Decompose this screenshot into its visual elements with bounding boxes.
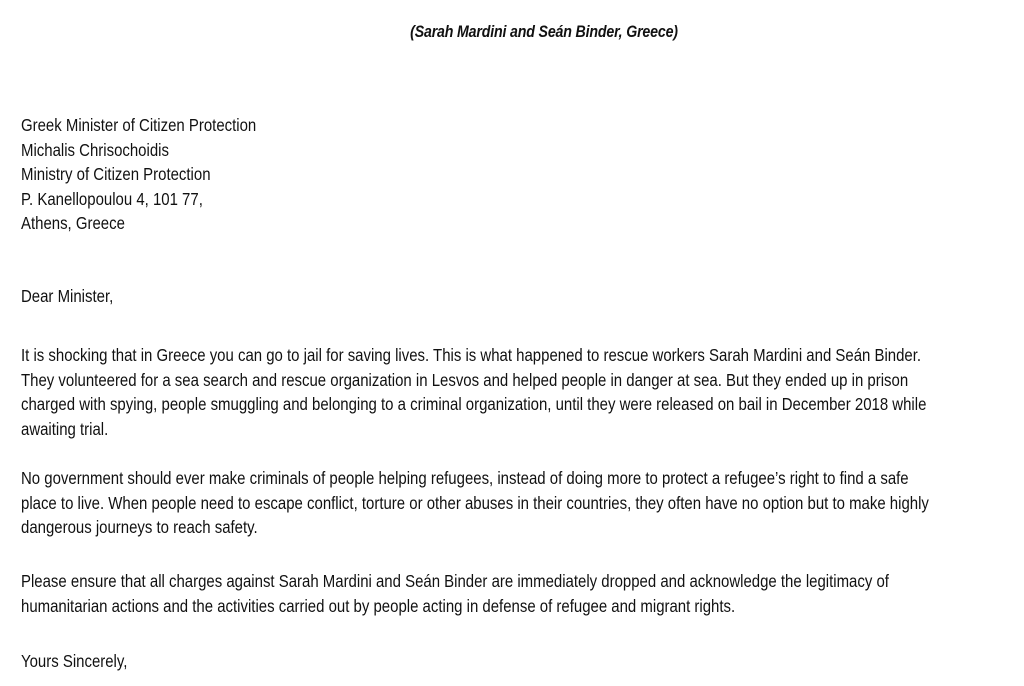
body-paragraph-1 xyxy=(21,343,1001,441)
body-paragraph-3 xyxy=(21,569,1001,618)
address-line: Athens, Greece xyxy=(21,213,125,233)
body-paragraph-2 xyxy=(21,466,1001,540)
paragraph-line: It is shocking that in Greece you can go to jail for saving lives. This is what happened to rescue workers Sarah Mardini and Seán Binder. xyxy=(21,345,922,365)
salutation: Dear Minister, xyxy=(21,286,114,306)
paragraph-line: place to live. When people need to escape conflict, torture or other abuses in their countries, they often have no option but to make highly xyxy=(21,492,929,513)
paragraph-line: Please ensure that all charges against Sarah Mardini and Seán Binder are immediately dropped and acknowledge the legitimacy of xyxy=(21,571,889,591)
paragraph-line: humanitarian actions and the activities carried out by people acting in defense of refugee and migrant rights. xyxy=(21,595,736,616)
letter-heading: (Sarah Mardini and Seán Binder, Greece) xyxy=(410,23,678,41)
address-line: Greek Minister of Citizen Protection xyxy=(21,115,257,135)
address-line: Michalis Chrisochoidis xyxy=(21,139,169,160)
closing: Yours Sincerely, xyxy=(21,651,128,671)
paragraph-line: awaiting trial. xyxy=(21,418,109,439)
recipient-address xyxy=(21,113,1001,236)
address-line: P. Kanellopoulou 4, 101 77, xyxy=(21,188,203,209)
paragraph-line: They volunteered for a sea search and rescue organization in Lesvos and helped people in danger at sea. But they ended up in prison xyxy=(21,369,909,390)
address-line: Ministry of Citizen Protection xyxy=(21,164,211,184)
paragraph-line: dangerous journeys to reach safety. xyxy=(21,517,258,537)
paragraph-line: No government should ever make criminals of people helping refugees, instead of doing more to protect a refugee’s right to find a safe xyxy=(21,468,909,488)
paragraph-line: charged with spying, people smuggling and belonging to a criminal organization, until they were released on bail in December 2018 while xyxy=(21,394,927,414)
